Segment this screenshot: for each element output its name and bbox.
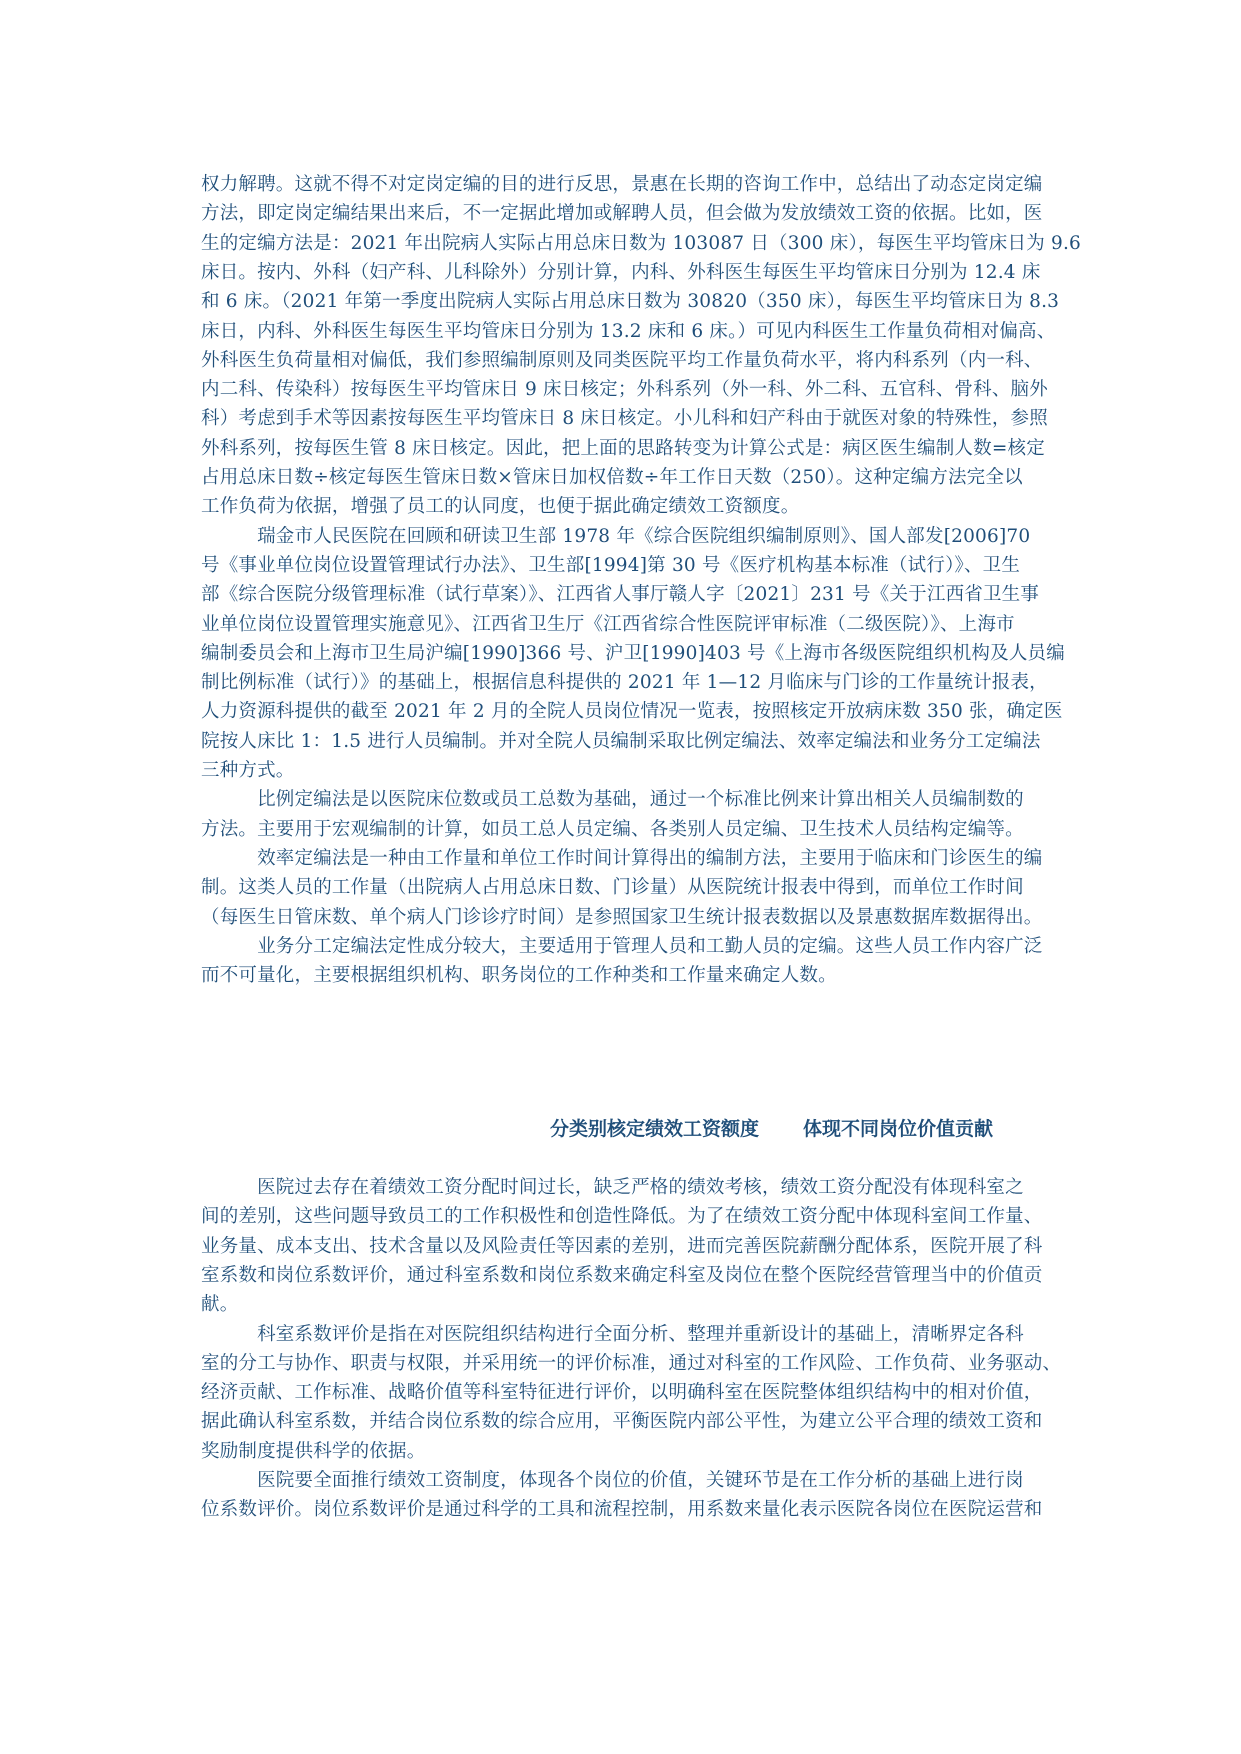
text-line: 效率定编法是一种由工作量和单位工作时间计算得出的编制方法，主要用于临床和门诊医生的编 bbox=[201, 847, 1043, 869]
text-line: 经济贡献、工作标准、战略价值等科室特征进行评价，以明确科室在医院整体组织结构中的相对价值， bbox=[201, 1382, 1043, 1404]
text-line: 科）考虑到手术等因素按每医生平均管床日 8 床日核定。小儿科和妇产科由于就医对象的特殊性，参照 bbox=[201, 408, 1048, 430]
text-line: 号《事业单位岗位设置管理试行办法》、卫生部[1994]第 30 号《医疗机构基本标准（试行）》、卫生 bbox=[201, 554, 1021, 576]
text-line: 权力解聘。这就不得不对定岗定编的目的进行反思，景惠在长期的咨询工作中，总结出了动态定岗定编 bbox=[201, 174, 1043, 195]
text-line: 医院要全面推行绩效工资制度，体现各个岗位的价值，关键环节是在工作分析的基础上进行岗 bbox=[201, 1470, 1024, 1491]
text-line: 外科医生负荷量相对偏低，我们参照编制原则及同类医院平均工作量负荷水平，将内科系列（内一科、 bbox=[201, 349, 1043, 371]
text-line: 外科系列，按每医生管 8 床日核定。因此，把上面的思路转变为计算公式是：病区医生编制人数=核定 bbox=[201, 437, 1045, 459]
text-line: 业务分工定编法定性成分较大，主要适用于管理人员和工勤人员的定编。这些人员工作内容广泛 bbox=[201, 935, 1043, 957]
text-line: 瑞金市人民医院在回顾和研读卫生部 1978 年《综合医院组织编制原则》、国人部发[2006]70 bbox=[201, 525, 1031, 547]
text-line: 比例定编法是以医院床位数或员工总数为基础，通过一个标准比例来计算出相关人员编制数的 bbox=[201, 789, 1024, 811]
text-line: 位系数评价。岗位系数评价是通过科学的工具和流程控制，用系数来量化表示医院各岗位在医院运营和 bbox=[201, 1499, 1043, 1521]
text-line: 医院过去存在着绩效工资分配时间过长，缺乏严格的绩效考核，绩效工资分配没有体现科室之 bbox=[201, 1177, 1024, 1198]
text-line: 生的定编方法是：2021 年出院病人实际占用总床日数为 103087 日（300 床），每医生平均管床日为 9.6 bbox=[201, 232, 1081, 254]
text-line: 床日，内科、外科医生每医生平均管床日分别为 13.2 床和 6 床。）可见内科医生工作量负荷相对偏高、 bbox=[201, 320, 1056, 342]
text-line: 业单位岗位设置管理实施意见》、江西省卫生厅《江西省综合性医院评审标准（二级医院）》、上海市 bbox=[201, 613, 1015, 635]
text-line: 而不可量化，主要根据组织机构、职务岗位的工作种类和工作量来确定人数。 bbox=[201, 965, 837, 987]
text-line: 制。这类人员的工作量（出院病人占用总床日数、门诊量）从医院统计报表中得到，而单位工作时间 bbox=[201, 877, 1024, 899]
text-line: 奖励制度提供科学的依据。 bbox=[201, 1440, 426, 1462]
text-line: 编制委员会和上海市卫生局沪编[1990]366 号、沪卫[1990]403 号《上海市各级医院组织机构及人员编 bbox=[201, 642, 1065, 664]
text-line: 床日。按内、外科（妇产科、儿科除外）分别计算，内科、外科医生每医生平均管床日分别为 12.4 床 bbox=[201, 261, 1041, 283]
text-line: 室系数和岗位系数评价，通过科室系数和岗位系数来确定科室及岗位在整个医院经营管理当中的价值贡 bbox=[201, 1264, 1043, 1286]
text-line: 业务量、成本支出、技术含量以及风险责任等因素的差别，进而完善医院薪酬分配体系，医院开展了科 bbox=[201, 1235, 1043, 1257]
text-line: 人力资源科提供的截至 2021 年 2 月的全院人员岗位情况一览表，按照核定开放病床数 350 张，确定医 bbox=[201, 701, 1063, 723]
text-line: 制比例标准（试行）》的基础上，根据信息科提供的 2021 年 1—12 月临床与门诊的工作量统计报表， bbox=[201, 672, 1048, 694]
text-line: 间的差别，这些问题导致员工的工作积极性和创造性降低。为了在绩效工资分配中体现科室间工作量、 bbox=[201, 1206, 1043, 1228]
text-line: 科室系数评价是指在对医院组织结构进行全面分析、整理并重新设计的基础上，清晰界定各科 bbox=[201, 1323, 1024, 1345]
text-line: 和 6 床。（2021 年第一季度出院病人实际占用总床日数为 30820（350 床），每医生平均管床日为 8.3 bbox=[201, 291, 1060, 313]
text-line: 三种方式。 bbox=[201, 760, 295, 781]
section-heading-part-1: 分类别核定绩效工资额度 bbox=[550, 1118, 760, 1140]
section-heading-part-2: 体现不同岗位价值贡献 bbox=[803, 1118, 994, 1140]
section-heading bbox=[550, 1114, 993, 1141]
text-line: 部《综合医院分级管理标准（试行草案）》、江西省人事厅赣人字〔2021〕231 号《关于江西省卫生事 bbox=[201, 584, 1040, 606]
text-line: （每医生日管床数、单个病人门诊诊疗时间）是参照国家卫生统计报表数据以及景惠数据库数据得出。 bbox=[201, 906, 1043, 928]
text-line: 占用总床日数÷核定每医生管床日数×管床日加权倍数÷年工作日天数（250）。这种定编方法完全以 bbox=[201, 467, 1023, 488]
text-line: 室的分工与协作、职责与权限，并采用统一的评价标准，通过对科室的工作风险、工作负荷、业务驱动、 bbox=[201, 1352, 1062, 1374]
text-line: 方法。主要用于宏观编制的计算，如员工总人员定编、各类别人员定编、卫生技术人员结构定编等。 bbox=[201, 818, 1024, 840]
text-line: 院按人床比 1：1.5 进行人员编制。并对全院人员编制采取比例定编法、效率定编法和业务分工定编法 bbox=[201, 730, 1041, 752]
text-line: 献。 bbox=[201, 1294, 239, 1316]
text-line: 内二科、传染科）按每医生平均管床日 9 床日核定；外科系列（外一科、外二科、五官科、骨科、脑外 bbox=[201, 379, 1048, 401]
text-line: 工作负荷为依据，增强了员工的认同度，也便于据此确定绩效工资额度。 bbox=[201, 496, 800, 518]
text-line: 据此确认科室系数，并结合岗位系数的综合应用，平衡医院内部公平性，为建立公平合理的绩效工资和 bbox=[201, 1411, 1043, 1433]
text-line: 方法，即定岗定编结果出来后，不一定据此增加或解聘人员，但会做为发放绩效工资的依据。比如，医 bbox=[201, 203, 1043, 225]
